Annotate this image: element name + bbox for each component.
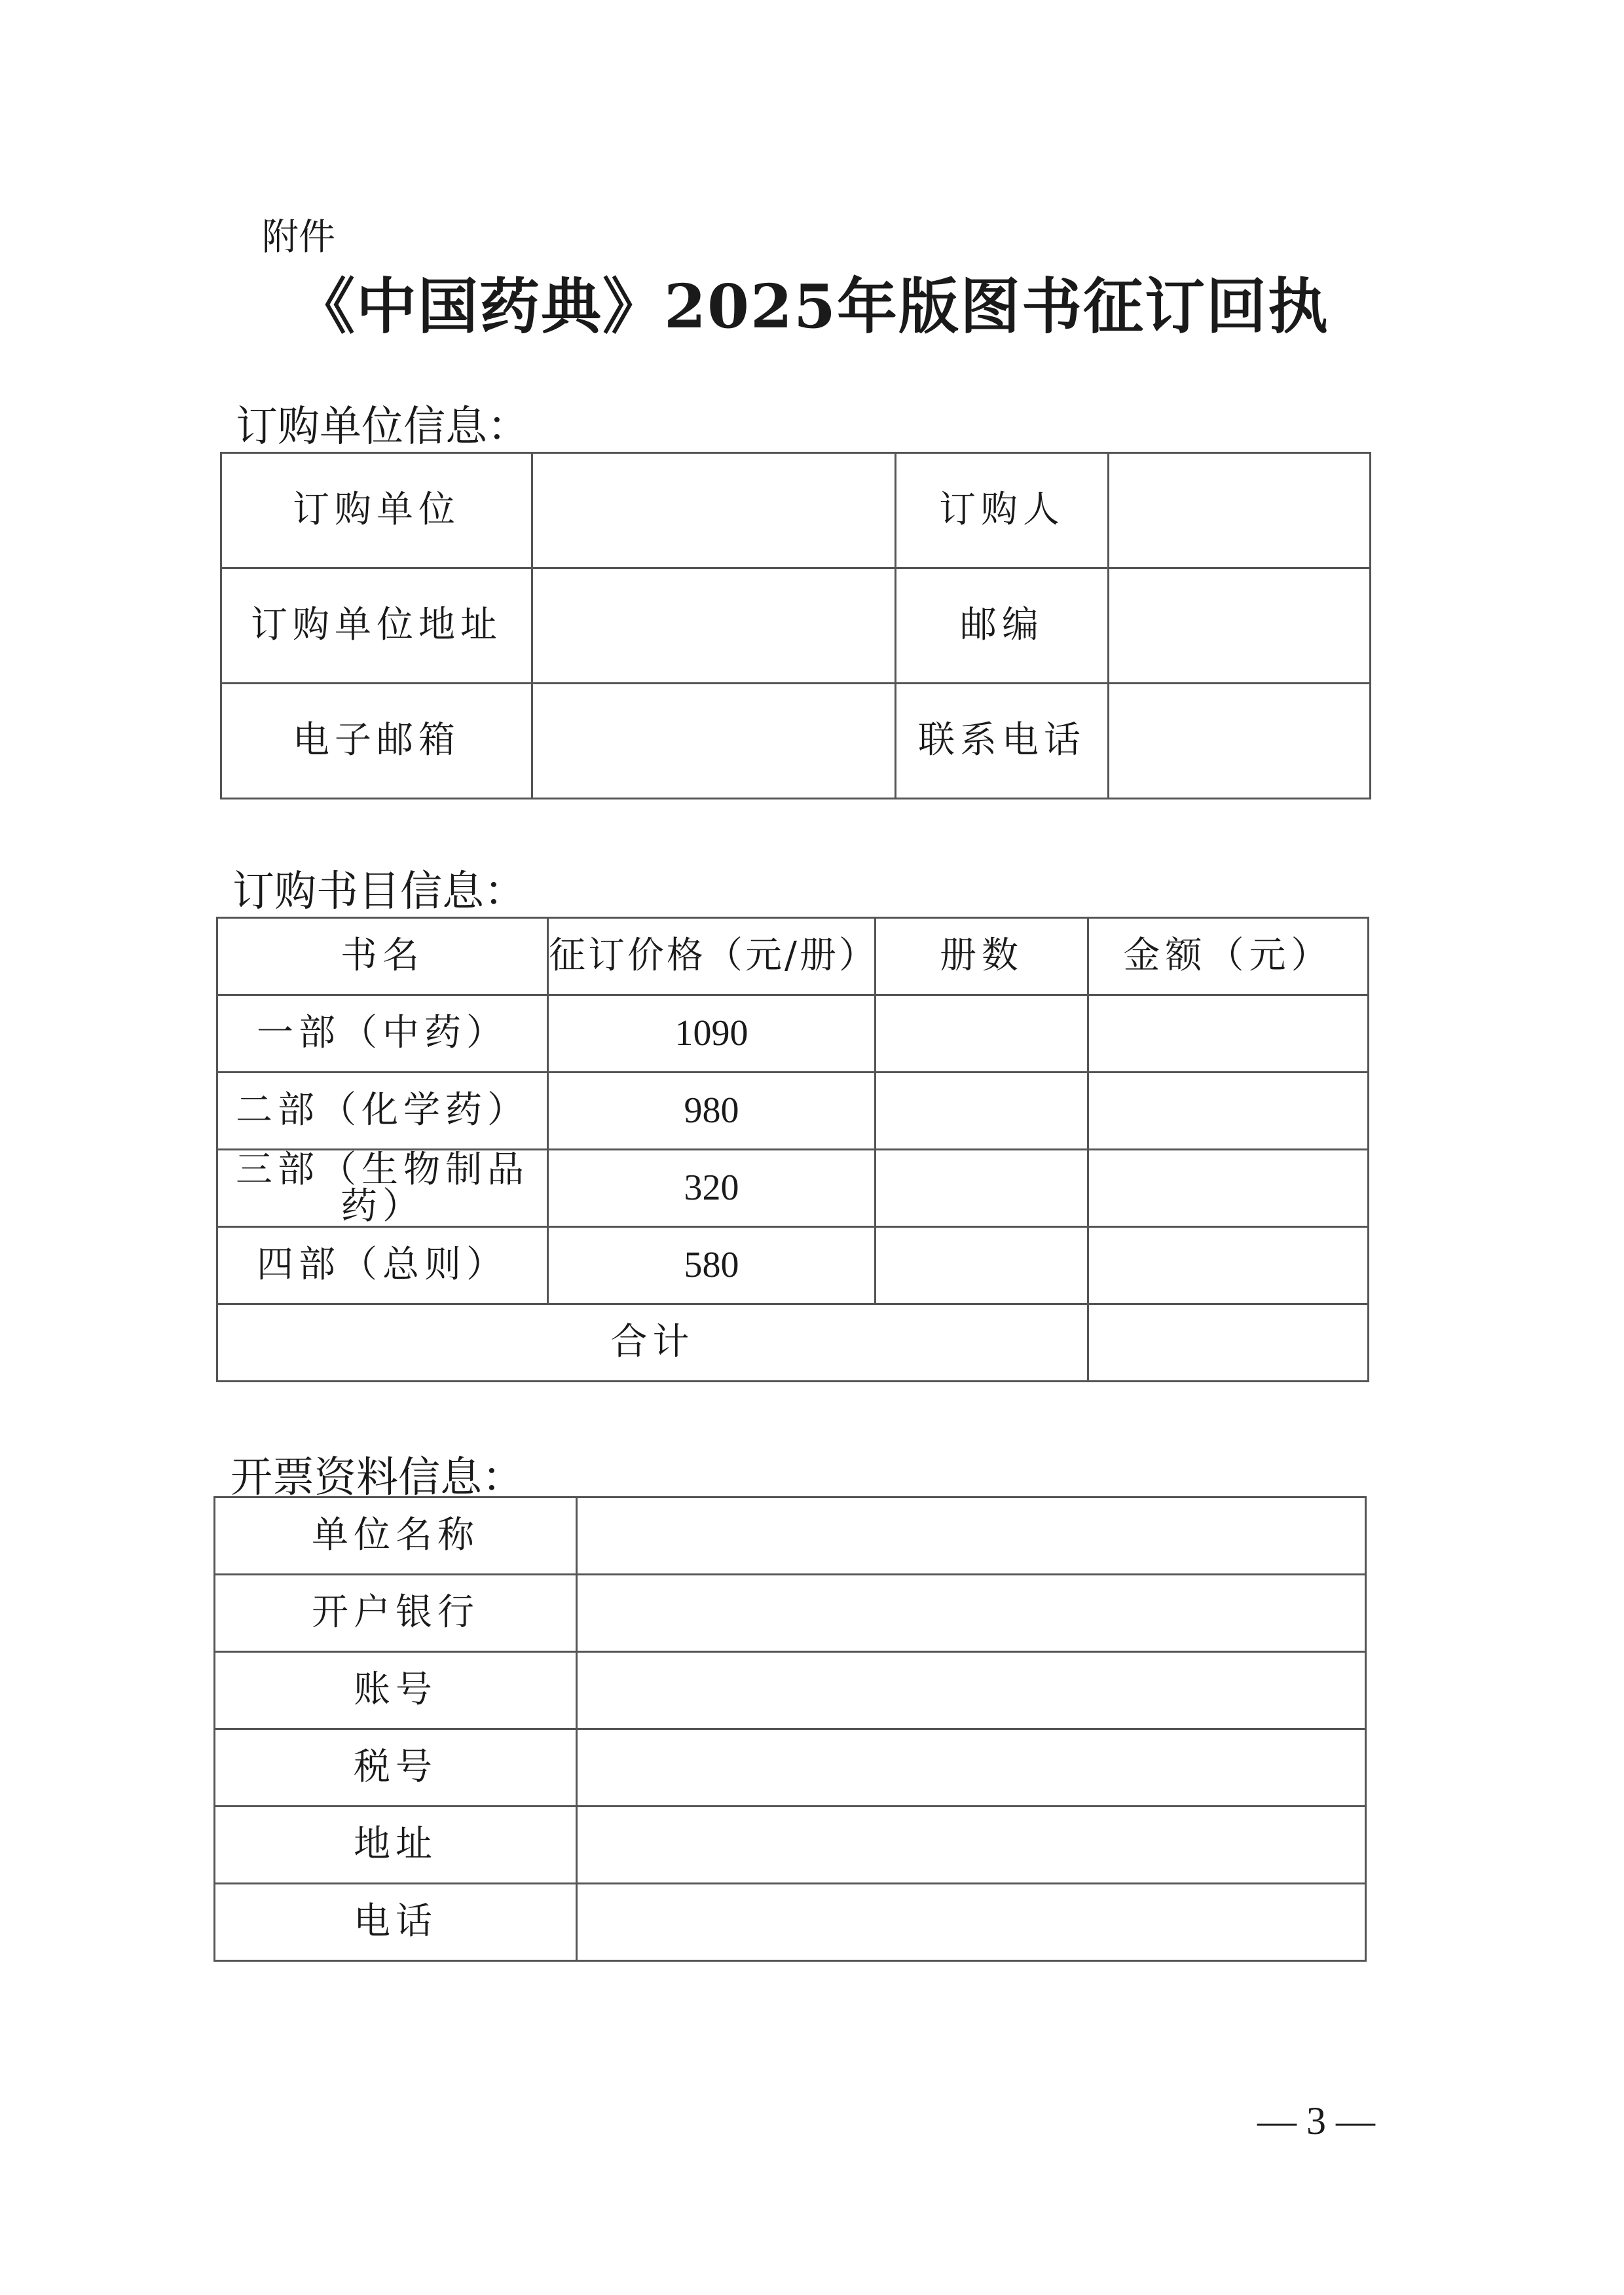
invoice-phone-field[interactable] bbox=[577, 1884, 1366, 1961]
document-title: 《中国药典》2025年版图书征订回执 bbox=[294, 271, 1330, 342]
col-header-book-name: 书名 bbox=[217, 918, 548, 995]
bank-field[interactable] bbox=[577, 1575, 1366, 1652]
invoice-address-field[interactable] bbox=[577, 1807, 1366, 1884]
orderer-info-table bbox=[220, 452, 1371, 799]
invoice-row bbox=[215, 1575, 1366, 1652]
email-field[interactable] bbox=[532, 684, 896, 799]
books-table bbox=[216, 917, 1369, 1382]
orderer-address-field[interactable] bbox=[532, 568, 896, 684]
book-row bbox=[217, 1150, 1369, 1227]
postcode-field[interactable] bbox=[1109, 568, 1371, 684]
book-row bbox=[217, 1073, 1369, 1150]
quantity-field[interactable] bbox=[876, 1227, 1088, 1304]
book-name: 二部（化学药） bbox=[217, 1073, 548, 1150]
books-header-row bbox=[217, 918, 1369, 995]
tax-id-label: 税号 bbox=[215, 1729, 577, 1807]
total-label: 合计 bbox=[217, 1304, 1088, 1382]
invoice-section-heading: 开票资料信息： bbox=[231, 1454, 524, 1502]
email-label: 电子邮箱 bbox=[221, 684, 532, 799]
book-price: 320 bbox=[548, 1150, 876, 1227]
book-price: 1090 bbox=[548, 995, 876, 1073]
orderer-address-label: 订购单位地址 bbox=[221, 568, 532, 684]
tax-id-field[interactable] bbox=[577, 1729, 1366, 1807]
quantity-field[interactable] bbox=[876, 995, 1088, 1073]
invoice-row bbox=[215, 1729, 1366, 1807]
phone-label: 联系电话 bbox=[896, 684, 1109, 799]
orderer-unit-field[interactable] bbox=[532, 453, 896, 568]
book-name: 四部（总则） bbox=[217, 1227, 548, 1304]
col-header-quantity: 册数 bbox=[876, 918, 1088, 995]
book-row bbox=[217, 1227, 1369, 1304]
invoice-row bbox=[215, 1497, 1366, 1575]
invoice-address-label: 地址 bbox=[215, 1807, 577, 1884]
total-row bbox=[217, 1304, 1369, 1382]
bank-label: 开户银行 bbox=[215, 1575, 577, 1652]
orderer-person-field[interactable] bbox=[1109, 453, 1371, 568]
amount-field[interactable] bbox=[1088, 1150, 1369, 1227]
orderer-unit-label: 订购单位 bbox=[221, 453, 532, 568]
book-name: 三部（生物制品药） bbox=[217, 1150, 548, 1227]
invoice-row bbox=[215, 1884, 1366, 1961]
orderer-row bbox=[221, 684, 1371, 799]
books-section-heading: 订购书目信息： bbox=[232, 868, 526, 916]
attachment-label: 附件 bbox=[262, 216, 335, 259]
book-name: 一部（中药） bbox=[217, 995, 548, 1073]
col-header-amount: 金额（元） bbox=[1088, 918, 1369, 995]
amount-field[interactable] bbox=[1088, 995, 1369, 1073]
book-row bbox=[217, 995, 1369, 1073]
book-price: 980 bbox=[548, 1073, 876, 1150]
company-name-field[interactable] bbox=[577, 1497, 1366, 1575]
total-amount-field[interactable] bbox=[1088, 1304, 1369, 1382]
orderer-section-heading: 订购单位信息： bbox=[236, 403, 529, 451]
amount-field[interactable] bbox=[1088, 1227, 1369, 1304]
page-number: — 3 — bbox=[1257, 2099, 1375, 2142]
orderer-row bbox=[221, 453, 1371, 568]
col-header-price: 征订价格（元/册） bbox=[548, 918, 876, 995]
company-name-label: 单位名称 bbox=[215, 1497, 577, 1575]
invoice-table bbox=[213, 1496, 1367, 1962]
orderer-person-label: 订购人 bbox=[896, 453, 1109, 568]
quantity-field[interactable] bbox=[876, 1073, 1088, 1150]
postcode-label: 邮编 bbox=[896, 568, 1109, 684]
account-label: 账号 bbox=[215, 1652, 577, 1729]
amount-field[interactable] bbox=[1088, 1073, 1369, 1150]
phone-field[interactable] bbox=[1109, 684, 1371, 799]
invoice-row bbox=[215, 1807, 1366, 1884]
book-price: 580 bbox=[548, 1227, 876, 1304]
orderer-row bbox=[221, 568, 1371, 684]
account-field[interactable] bbox=[577, 1652, 1366, 1729]
invoice-row bbox=[215, 1652, 1366, 1729]
quantity-field[interactable] bbox=[876, 1150, 1088, 1227]
invoice-phone-label: 电话 bbox=[215, 1884, 577, 1961]
